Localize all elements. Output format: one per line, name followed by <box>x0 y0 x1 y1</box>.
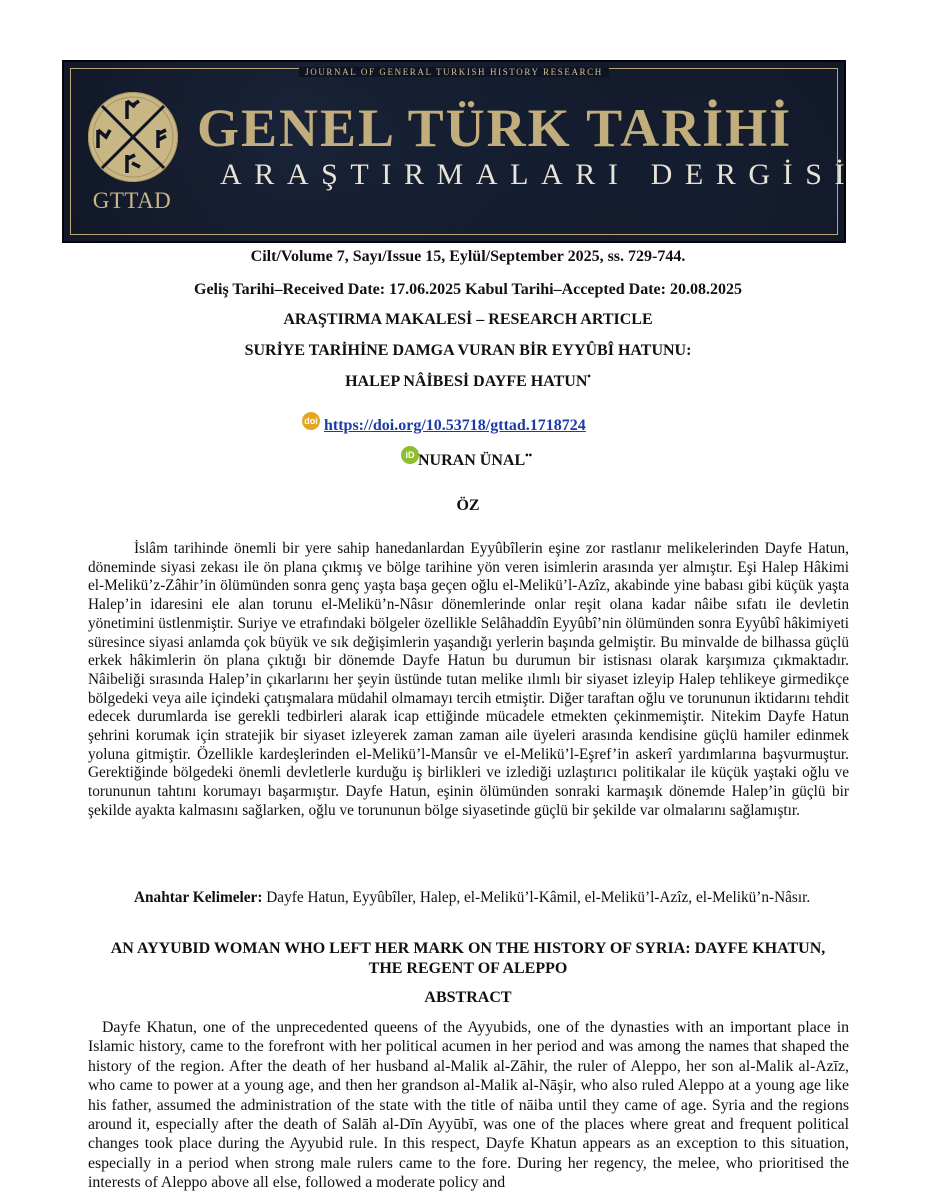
keywords-list: Dayfe Hatun, Eyyûbîler, Halep, el-Melikü’l-Kâmil, el-Melikü’l-Azîz, el-Melikü’n-Nâsır. <box>262 889 811 906</box>
journal-banner <box>62 60 858 243</box>
article-type: ARAŞTIRMA MAKALESİ – RESEARCH ARTICLE <box>283 311 653 328</box>
article-title-line1: SURİYE TARİHİNE DAMGA VURAN BİR EYYÛBÎ HATUNU: <box>244 342 692 359</box>
author-name-text: NURAN ÜNAL <box>418 452 526 469</box>
volume-line: Cilt/Volume 7, Sayı/Issue 15, Eylül/September 2025, ss. 729-744. <box>250 248 686 265</box>
article-title-line2 <box>0 372 936 392</box>
dates-line: Geliş Tarihi–Received Date: 17.06.2025 Kabul Tarihi–Accepted Date: 20.08.2025 <box>194 281 742 298</box>
oz-body: İslâm tarihinde önemli bir yere sahip hanedanlardan Eyyûbîlerin eşine zor rastlanır melikelerinden Dayfe Hatun, döneminde siyasi zekası ile ön plana çıkmış ve bölge tarihine yön veren isimlerin arasında yer almıştır. Eşi Halep Hâkimi el-Melikü’z-Zâhir’in ölümünden sonra genç yaşta başa geçen oğlu el-Melikü’l-Azîz, akabinde yine babası gibi küçük yaşta Halep’in idaresini ele alan torunu el-Melikü’n-Nâsır dönemlerinde onlar reşit olana kadar nâibe sıfatı ile devletin yönetimini üstlenmiştir. Suriye ve etrafındaki bölgeler özellikle Selâhaddîn Eyyûbî’nin ölümünden sonra Eyyûbî hâkimiyeti süresince siyasi anlamda çok büyük ve sık değişimlerin yaşandığı yerlerin başında gelmiştir. Bu minvalde de bilhassa güçlü erkek hâkimlerin ön plana çıktığı bir dönemde Dayfe Hatun bu durumun bir istisnası olarak karşımıza çıkmaktadır. Nâibeliği sırasında Halep’in çıkarlarını her şeyin üstünde tutan melike ılımlı bir siyaset izleyip Halep tehlikeye girmedikçe bölgedeki veya aile içindeki çatışmalara müdahil olmamayı tercih etmiştir. Diğer taraftan oğlu ve torununun iktidarını tehdit edecek durumlarda ise gerekli tedbirleri alarak icap ettiğinde mücadele etmekten çekinmemiştir. Nitekim Dayfe Hatun şehrini korumak için stratejik bir siyaset izleyerek zaman zaman aile üyeleri arasında kendisine güçlü hamiler edinmek yoluna gitmiştir. Özellikle kardeşlerinden el-Melikü’l-Mansûr ve el-Melikü’l-Eşref’in askerî yardımlarına başvurmuştur. Gerektiğinde bölgedeki önemli devletlerle kurduğu iş birlikleri ve izlediği uzlaştırıcı politikalar ile küçük yaştaki oğlu ve torununun tahtını korumayı başarmıştır. Dayfe Hatun, eşinin ölümünden sonraki karmaşık dönemde Halep’in güçlü bir şekilde ayakta kalmasını sağlarken, oğlu ve torununun bölge siyasetinde güçlü bir şekilde var olmalarını sağlamıştır. <box>88 540 849 819</box>
orcid-icon[interactable]: iD <box>401 446 419 464</box>
journal-title-sub: ARAŞTIRMALARI DERGİSİ <box>220 158 858 191</box>
doi-row <box>0 412 936 436</box>
journal-title-main: GENEL TÜRK TARİHİ <box>197 98 793 158</box>
article-title-text: HALEP NÂİBESİ DAYFE HATUN <box>345 373 588 390</box>
logo-text: GTTAD <box>92 188 172 213</box>
abstract-body: Dayfe Khatun, one of the unprecedented queens of the Ayyubids, one of the dynasties with an important place in Islamic history, came to the forefront with her political acumen in her period and was among the names that shaped the history of the region. After the death of her husband al-Malik al-Zāhir, the ruler of Aleppo, her son al-Malik al-Azīz, who came to power at a young age, and then her grandson al-Malik al-Nāşir, who also ruled Aleppo at a young age like his father, assumed the administration of the state with the title of nāiba until they came of age. Syria and the regions around it, especially after the death of Salāh al-Dīn Ayyūbī, was one of the places where great and frequent political changes took place during the Ayyubid rule. In this respect, Dayfe Khatun appears as an exception to this situation, especially in a period when strong male rulers came to the fore. During her regency, the melee, who prioritised the interests of Aleppo above all else, followed a moderate policy and <box>88 1019 849 1192</box>
keywords-label: Anahtar Kelimeler: <box>134 889 263 906</box>
abstract-heading: ABSTRACT <box>424 989 512 1006</box>
english-title: AN AYYUBID WOMAN WHO LEFT HER MARK ON THE HISTORY OF SYRIA: DAYFE KHATUN, THE REGENT OF ALEPPO <box>110 940 826 977</box>
oz-heading: ÖZ <box>456 497 480 514</box>
doi-icon: doi <box>302 412 320 430</box>
journal-english-name: JOURNAL OF GENERAL TURKISH HISTORY RESEARCH <box>64 67 844 77</box>
author-row <box>0 446 936 470</box>
author-name <box>418 451 532 471</box>
title-footnote-mark[interactable]: • <box>587 371 591 383</box>
doi-link[interactable]: https://doi.org/10.53718/gttad.1718724 <box>324 417 586 434</box>
author-footnote-mark[interactable]: •• <box>525 450 533 462</box>
keywords-paragraph <box>88 889 849 908</box>
runic-compass-emblem-icon <box>88 92 178 182</box>
